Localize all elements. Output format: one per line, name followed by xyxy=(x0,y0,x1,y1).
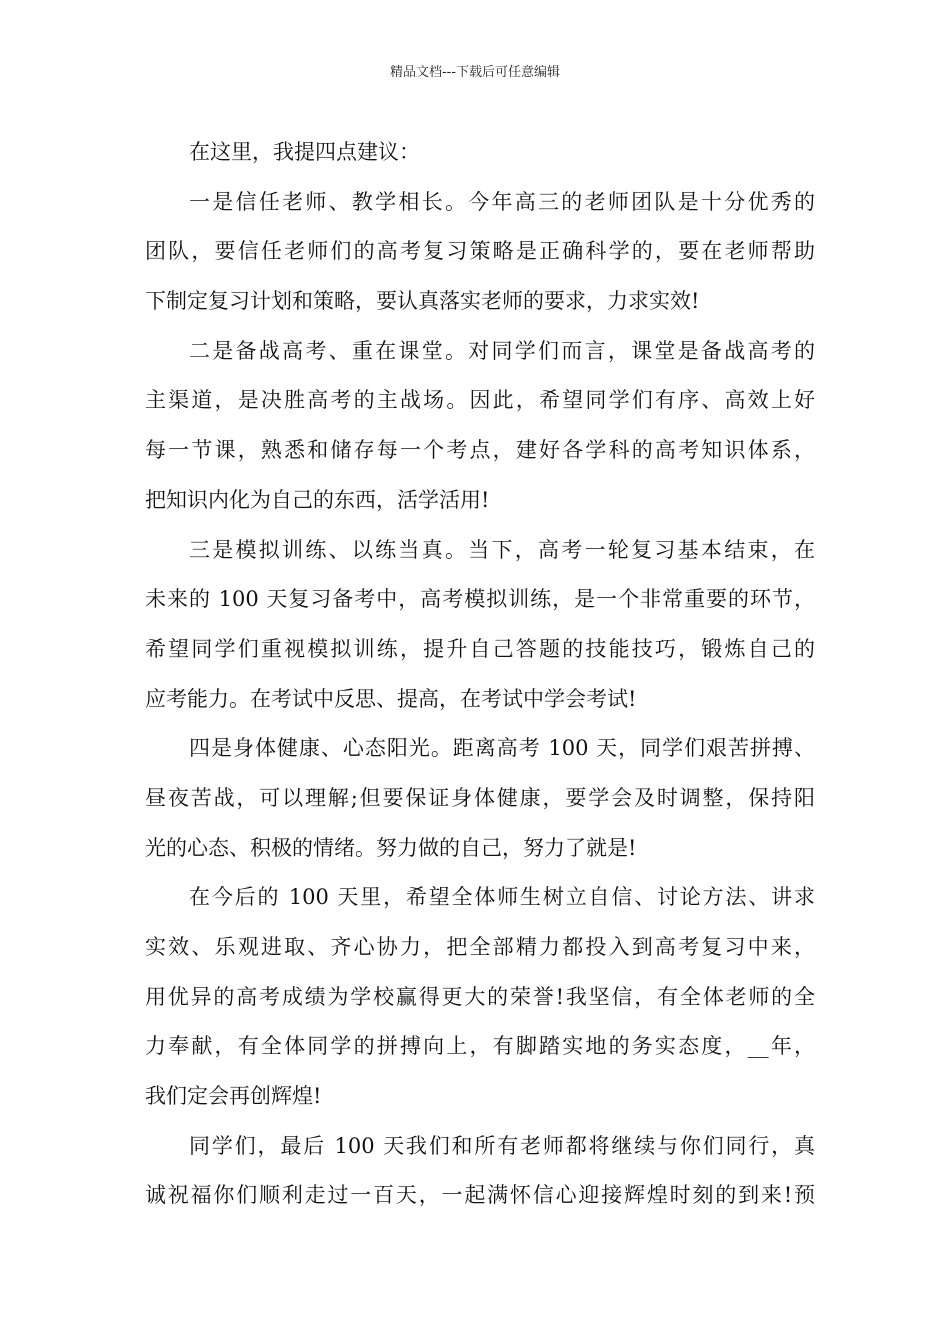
text-line: 四是身体健康、心态阳光。距离高考 100 天，同学们艰苦拼搏、 xyxy=(189,736,815,761)
paragraph-suggestion-4 xyxy=(145,724,815,873)
text-line: 团队，要信任老师们的高考复习策略是正确科学的，要在老师帮助 xyxy=(145,239,815,264)
text-line: 昼夜苦战，可以理解;但要保证身体健康，要学会及时调整，保持阳 xyxy=(145,785,815,810)
text-line: 二是备战高考、重在课堂。对同学们而言，课堂是备战高考的 xyxy=(189,338,815,363)
text-line: 在这里，我提四点建议： xyxy=(189,140,420,164)
text-line: 实效、乐观进取、齐心协力，把全部精力都投入到高考复习中来， xyxy=(145,935,815,959)
document-body xyxy=(145,128,815,1221)
text-line: 未来的 100 天复习备考中，高考模拟训练，是一个非常重要的环节， xyxy=(145,587,815,612)
text-line: 主渠道，是决胜高考的主战场。因此，希望同学们有序、高效上好 xyxy=(145,388,815,413)
text-line: 一是信任老师、教学相长。今年高三的老师团队是十分优秀的 xyxy=(189,189,815,214)
paragraph-suggestion-2 xyxy=(145,327,815,526)
text-line: 把知识内化为自己的东西，活学活用! xyxy=(145,487,490,512)
paragraph-intro xyxy=(145,128,815,178)
page-header: 精品文档---下载后可任意编辑 xyxy=(389,65,561,80)
text-line: 我们定会再创辉煌! xyxy=(145,1084,322,1109)
paragraph-suggestion-1 xyxy=(145,178,815,327)
text-line: 力奉献，有全体同学的拼搏向上，有脚踏实地的务实态度，__年， xyxy=(145,1034,815,1059)
text-line: 应考能力。在考试中反思、提高，在考试中学会考试! xyxy=(145,686,637,711)
text-line: 希望同学们重视模拟训练，提升自己答题的技能技巧，锻炼自己的 xyxy=(145,636,815,661)
text-line: 诚祝福你们顺利走过一百天，一起满怀信心迎接辉煌时刻的到来!预 xyxy=(145,1183,815,1208)
text-line: 三是模拟训练、以练当真。当下，高考一轮复习基本结束，在 xyxy=(189,537,815,562)
paragraph-next-100-days xyxy=(145,873,815,1121)
text-line: 每一节课，熟悉和储存每一个考点，建好各学科的高考知识体系， xyxy=(145,438,815,463)
paragraph-suggestion-3 xyxy=(145,526,815,725)
text-line: 光的心态、积极的情绪。努力做的自己，努力了就是! xyxy=(145,835,637,860)
text-line: 同学们，最后 100 天我们和所有老师都将继续与你们同行，真 xyxy=(189,1133,815,1158)
text-line: 用优异的高考成绩为学校赢得更大的荣誉!我坚信，有全体老师的全 xyxy=(145,984,815,1009)
text-line: 在今后的 100 天里，希望全体师生树立自信、讨论方法、讲求 xyxy=(189,885,815,910)
paragraph-closing xyxy=(145,1122,815,1221)
text-line: 下制定复习计划和策略，要认真落实老师的要求，力求实效! xyxy=(145,289,700,314)
